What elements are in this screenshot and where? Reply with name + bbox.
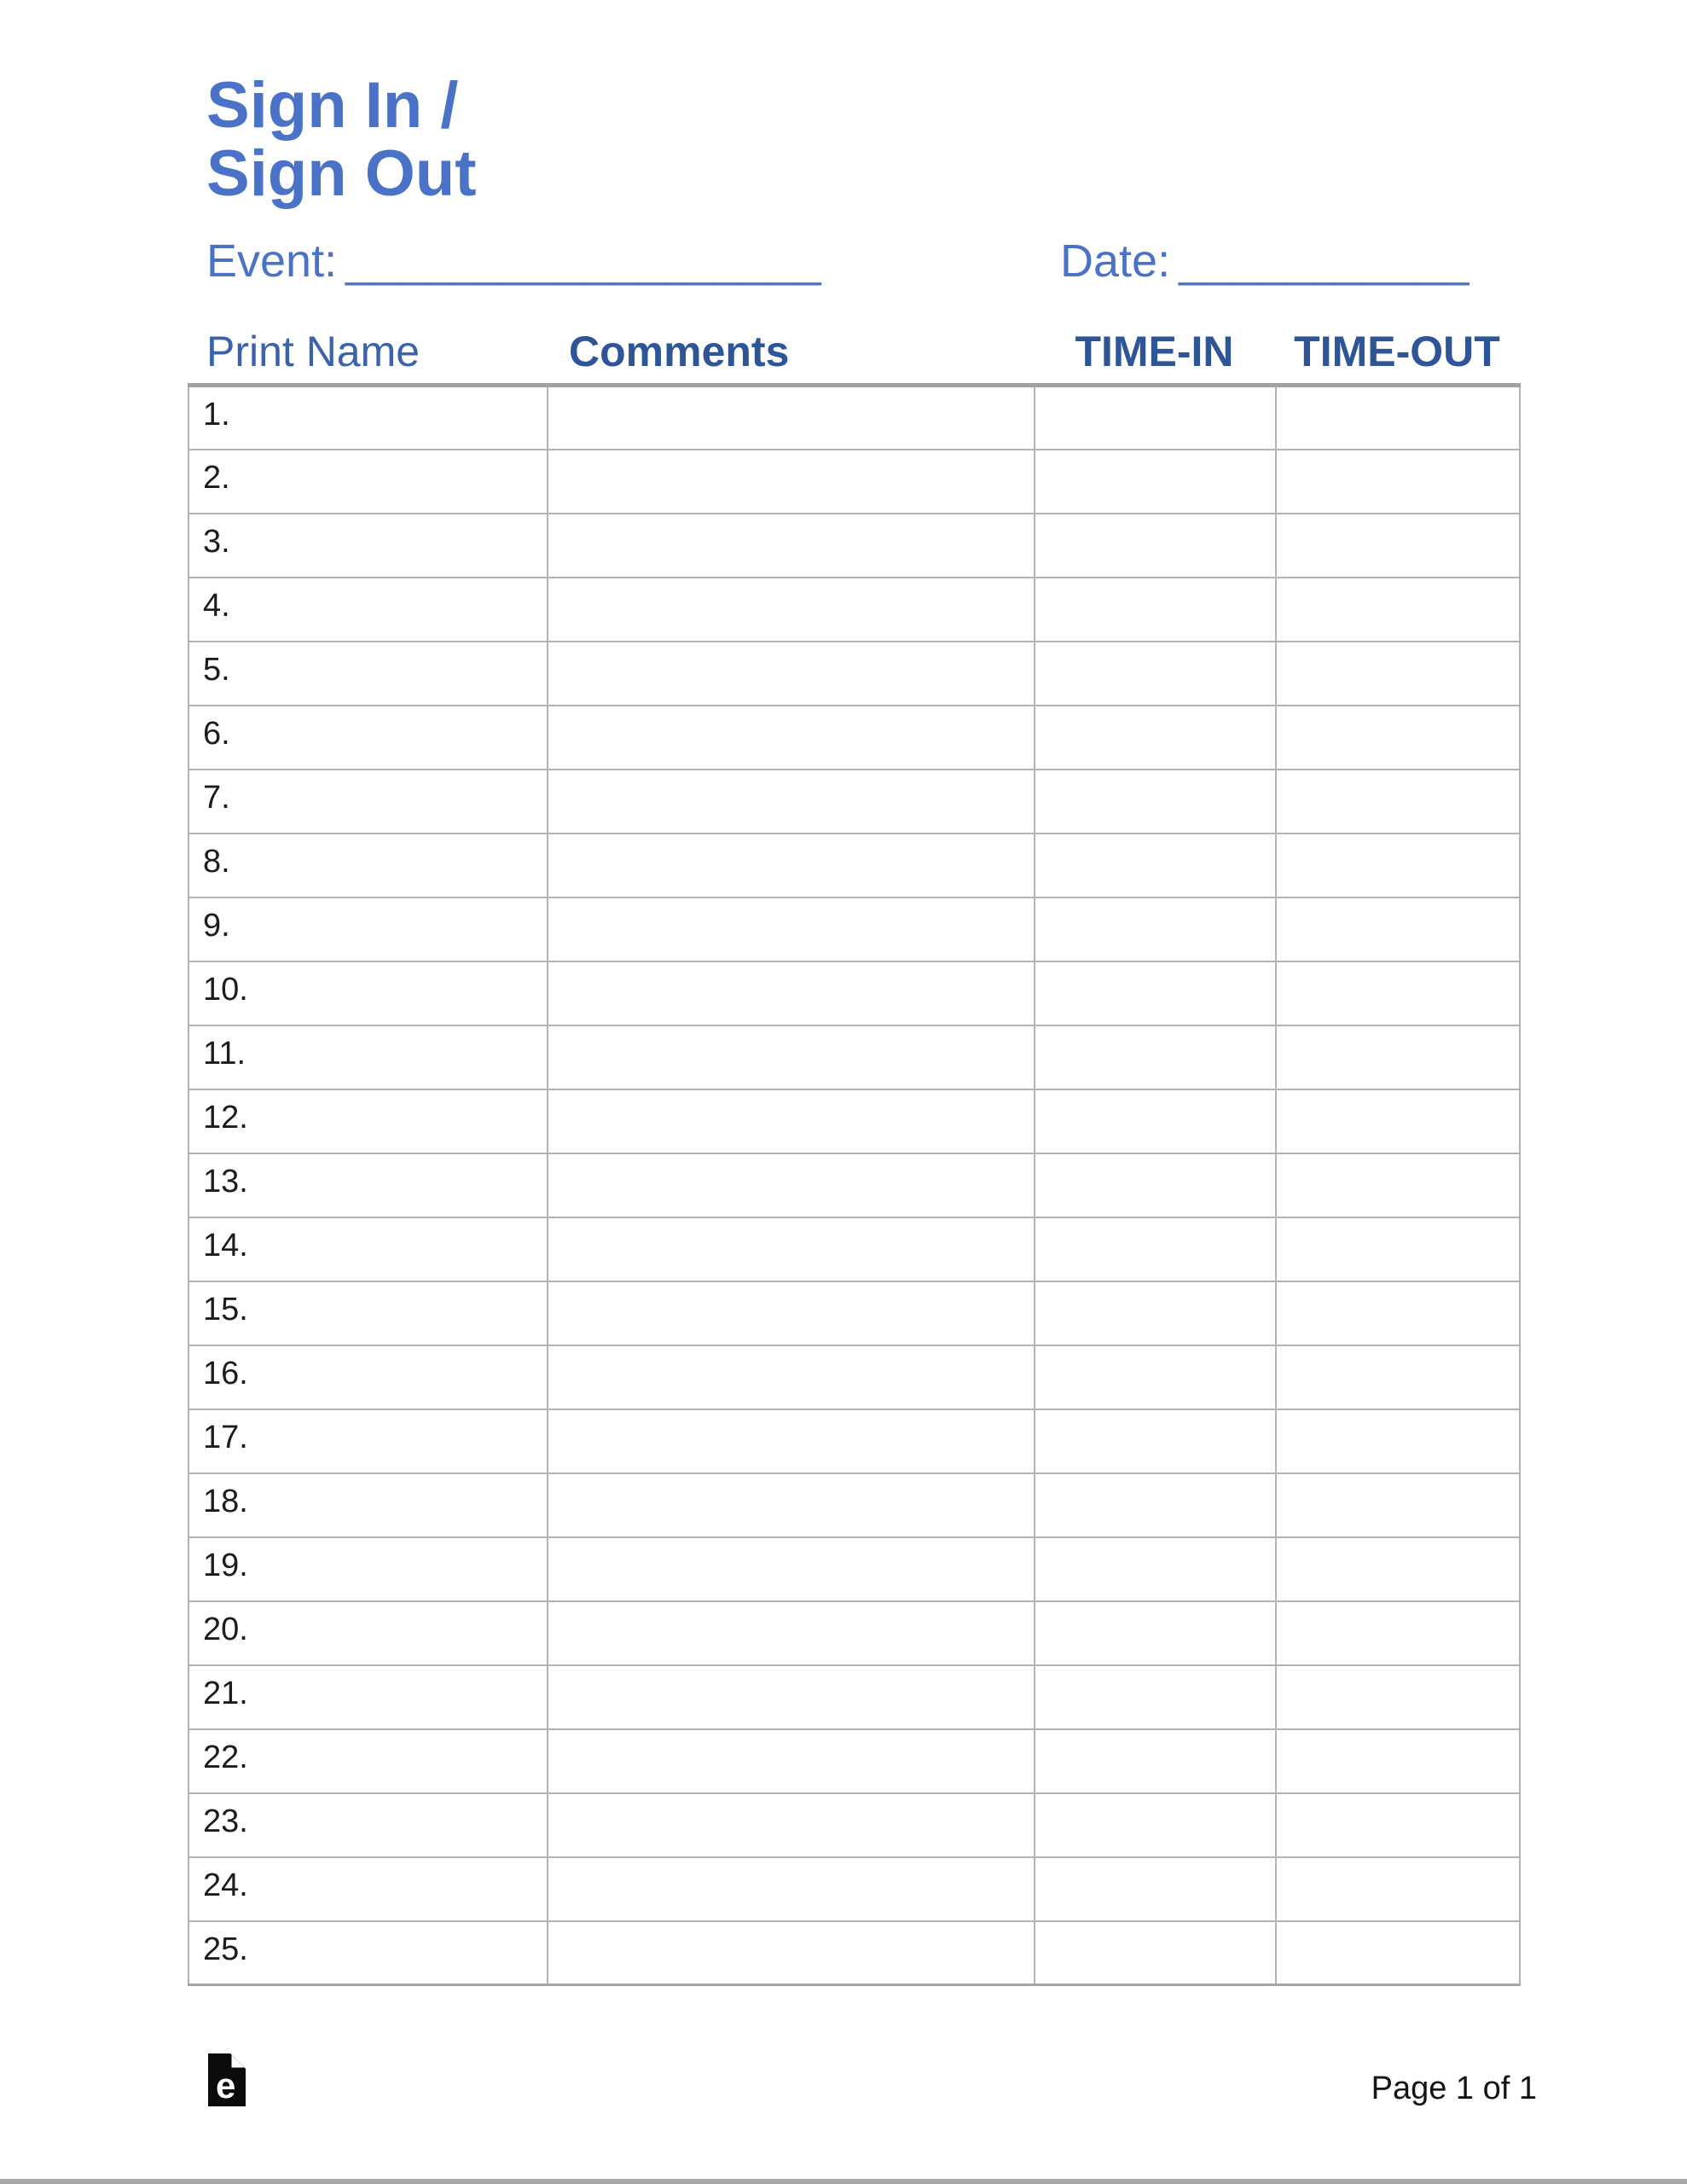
row-number: 6. <box>203 715 230 752</box>
cell-time-in <box>1035 961 1276 1025</box>
row-number: 24. <box>203 1867 248 1903</box>
table-row <box>188 1665 1520 1729</box>
cell-print-name <box>188 1025 548 1089</box>
table-row <box>188 770 1520 834</box>
cell-print-name <box>188 386 548 450</box>
column-header-comments: Comments <box>569 328 790 375</box>
event-label: Event: <box>206 235 338 287</box>
cell-print-name <box>188 642 548 706</box>
table-row <box>188 1153 1520 1217</box>
cell-time-out <box>1276 770 1520 834</box>
cell-comments <box>548 578 1035 642</box>
row-number: 11. <box>203 1035 246 1072</box>
cell-time-out <box>1276 1729 1520 1793</box>
cell-time-in <box>1035 1409 1276 1473</box>
table-row <box>188 1537 1520 1601</box>
cell-print-name <box>188 1537 548 1601</box>
cell-comments <box>548 1089 1035 1153</box>
row-number: 22. <box>203 1739 248 1775</box>
cell-time-in <box>1035 1793 1276 1857</box>
cell-comments <box>548 1793 1035 1857</box>
table-row <box>188 514 1520 578</box>
cell-time-out <box>1276 834 1520 897</box>
cell-print-name <box>188 1089 548 1153</box>
cell-print-name <box>188 1601 548 1665</box>
cell-time-out <box>1276 1601 1520 1665</box>
cell-comments <box>548 642 1035 706</box>
cell-time-in <box>1035 1473 1276 1537</box>
page-title-line-2: Sign Out <box>206 137 477 210</box>
row-number: 12. <box>203 1099 248 1136</box>
cell-print-name <box>188 450 548 514</box>
row-number: 16. <box>203 1355 248 1391</box>
table-row <box>188 706 1520 770</box>
cell-print-name <box>188 1409 548 1473</box>
row-number: 5. <box>203 651 230 688</box>
cell-print-name <box>188 1153 548 1217</box>
cell-time-in <box>1035 770 1276 834</box>
cell-time-out <box>1276 642 1520 706</box>
cell-time-in <box>1035 386 1276 450</box>
row-number: 3. <box>203 523 230 560</box>
cell-comments <box>548 706 1035 770</box>
cell-time-in <box>1035 1217 1276 1281</box>
table-row <box>188 834 1520 897</box>
cell-print-name <box>188 1473 548 1537</box>
row-number: 4. <box>203 587 230 624</box>
table-row <box>188 450 1520 514</box>
cell-comments <box>548 450 1035 514</box>
cell-print-name <box>188 578 548 642</box>
cell-print-name <box>188 514 548 578</box>
cell-time-out <box>1276 450 1520 514</box>
cell-time-out <box>1276 1921 1520 1985</box>
cell-comments <box>548 1217 1035 1281</box>
cell-time-out <box>1276 1537 1520 1601</box>
cell-comments <box>548 1729 1035 1793</box>
cell-comments <box>548 1409 1035 1473</box>
cell-time-in <box>1035 834 1276 897</box>
cell-time-out <box>1276 1025 1520 1089</box>
table-row <box>188 578 1520 642</box>
row-number: 7. <box>203 779 230 816</box>
cell-print-name <box>188 1217 548 1281</box>
page-bottom-edge <box>0 2179 1687 2184</box>
cell-comments <box>548 1537 1035 1601</box>
table-row <box>188 1217 1520 1281</box>
cell-time-out <box>1276 961 1520 1025</box>
cell-time-in <box>1035 1601 1276 1665</box>
table-row <box>188 1857 1520 1921</box>
row-number: 13. <box>203 1163 248 1199</box>
cell-print-name <box>188 834 548 897</box>
row-number: 9. <box>203 907 230 944</box>
row-number: 15. <box>203 1291 248 1327</box>
table-row <box>188 897 1520 961</box>
table-row <box>188 961 1520 1025</box>
cell-comments <box>548 1857 1035 1921</box>
row-number: 21. <box>203 1675 248 1711</box>
cell-print-name <box>188 1729 548 1793</box>
cell-comments <box>548 1281 1035 1345</box>
cell-time-out <box>1276 897 1520 961</box>
cell-comments <box>548 1665 1035 1729</box>
table-row <box>188 1345 1520 1409</box>
cell-time-in <box>1035 1857 1276 1921</box>
cell-time-in <box>1035 514 1276 578</box>
cell-time-out <box>1276 1857 1520 1921</box>
cell-time-out <box>1276 578 1520 642</box>
table-row <box>188 1409 1520 1473</box>
cell-time-in <box>1035 706 1276 770</box>
cell-comments <box>548 1921 1035 1985</box>
row-number: 18. <box>203 1483 248 1519</box>
page-indicator: Page 1 of 1 <box>1371 2071 1537 2106</box>
cell-time-out <box>1276 1281 1520 1345</box>
page-title-line-1: Sign In / <box>206 69 459 142</box>
cell-time-out <box>1276 386 1520 450</box>
cell-time-in <box>1035 1025 1276 1089</box>
cell-time-out <box>1276 1153 1520 1217</box>
cell-comments <box>548 1153 1035 1217</box>
event-blank-line: __________________ <box>345 235 822 287</box>
cell-comments <box>548 897 1035 961</box>
cell-time-in <box>1035 1921 1276 1985</box>
cell-time-in <box>1035 1665 1276 1729</box>
row-number: 19. <box>203 1547 248 1583</box>
cell-print-name <box>188 897 548 961</box>
table-row <box>188 386 1520 450</box>
cell-time-out <box>1276 1089 1520 1153</box>
date-blank-line: ___________ <box>1179 235 1470 287</box>
cell-print-name <box>188 1921 548 1985</box>
cell-print-name <box>188 1281 548 1345</box>
table-row <box>188 1729 1520 1793</box>
row-number: 23. <box>203 1803 248 1839</box>
cell-print-name <box>188 1793 548 1857</box>
cell-time-in <box>1035 1089 1276 1153</box>
cell-comments <box>548 1025 1035 1089</box>
cell-time-in <box>1035 1153 1276 1217</box>
cell-time-in <box>1035 578 1276 642</box>
column-header-time-in: TIME-IN <box>1075 328 1234 375</box>
cell-time-out <box>1276 1345 1520 1409</box>
cell-print-name <box>188 1345 548 1409</box>
row-number: 20. <box>203 1611 248 1647</box>
cell-time-out <box>1276 1793 1520 1857</box>
column-header-time-out: TIME-OUT <box>1294 328 1500 375</box>
cell-time-in <box>1035 642 1276 706</box>
cell-comments <box>548 834 1035 897</box>
cell-print-name <box>188 961 548 1025</box>
row-number: 10. <box>203 971 248 1008</box>
cell-comments <box>548 1601 1035 1665</box>
cell-time-in <box>1035 1281 1276 1345</box>
row-number: 8. <box>203 843 230 880</box>
cell-time-out <box>1276 514 1520 578</box>
row-number: 1. <box>203 397 230 433</box>
column-header-print-name: Print Name <box>206 328 420 375</box>
page-title <box>206 69 477 210</box>
cell-print-name <box>188 1857 548 1921</box>
event-date-row <box>0 235 1687 295</box>
cell-comments <box>548 386 1035 450</box>
cell-comments <box>548 770 1035 834</box>
cell-comments <box>548 1345 1035 1409</box>
cell-print-name <box>188 770 548 834</box>
table-row <box>188 1281 1520 1345</box>
eforms-document-logo-icon <box>208 2053 246 2106</box>
cell-time-out <box>1276 1409 1520 1473</box>
cell-time-out <box>1276 1473 1520 1537</box>
date-label: Date: <box>1060 235 1171 287</box>
row-number: 17. <box>203 1419 248 1455</box>
table-row <box>188 1025 1520 1089</box>
row-number: 14. <box>203 1227 248 1263</box>
cell-time-in <box>1035 1345 1276 1409</box>
cell-print-name <box>188 706 548 770</box>
cell-time-in <box>1035 1537 1276 1601</box>
cell-time-out <box>1276 1217 1520 1281</box>
svg-text:e: e <box>216 2065 236 2106</box>
cell-comments <box>548 514 1035 578</box>
date-field <box>1060 235 1470 287</box>
table-body <box>188 386 1520 1985</box>
cell-time-out <box>1276 1665 1520 1729</box>
table-row <box>188 1473 1520 1537</box>
sign-in-sign-out-table <box>188 383 1521 1986</box>
table-row <box>188 1921 1520 1985</box>
table-row <box>188 1601 1520 1665</box>
cell-comments <box>548 1473 1035 1537</box>
row-number: 2. <box>203 459 230 496</box>
event-field <box>206 235 822 287</box>
table-row <box>188 1793 1520 1857</box>
cell-print-name <box>188 1665 548 1729</box>
cell-time-in <box>1035 1729 1276 1793</box>
table-row <box>188 642 1520 706</box>
table-row <box>188 1089 1520 1153</box>
cell-time-in <box>1035 450 1276 514</box>
row-number: 25. <box>203 1931 248 1967</box>
cell-time-out <box>1276 706 1520 770</box>
table-column-headers <box>188 327 1519 376</box>
cell-time-in <box>1035 897 1276 961</box>
cell-comments <box>548 961 1035 1025</box>
